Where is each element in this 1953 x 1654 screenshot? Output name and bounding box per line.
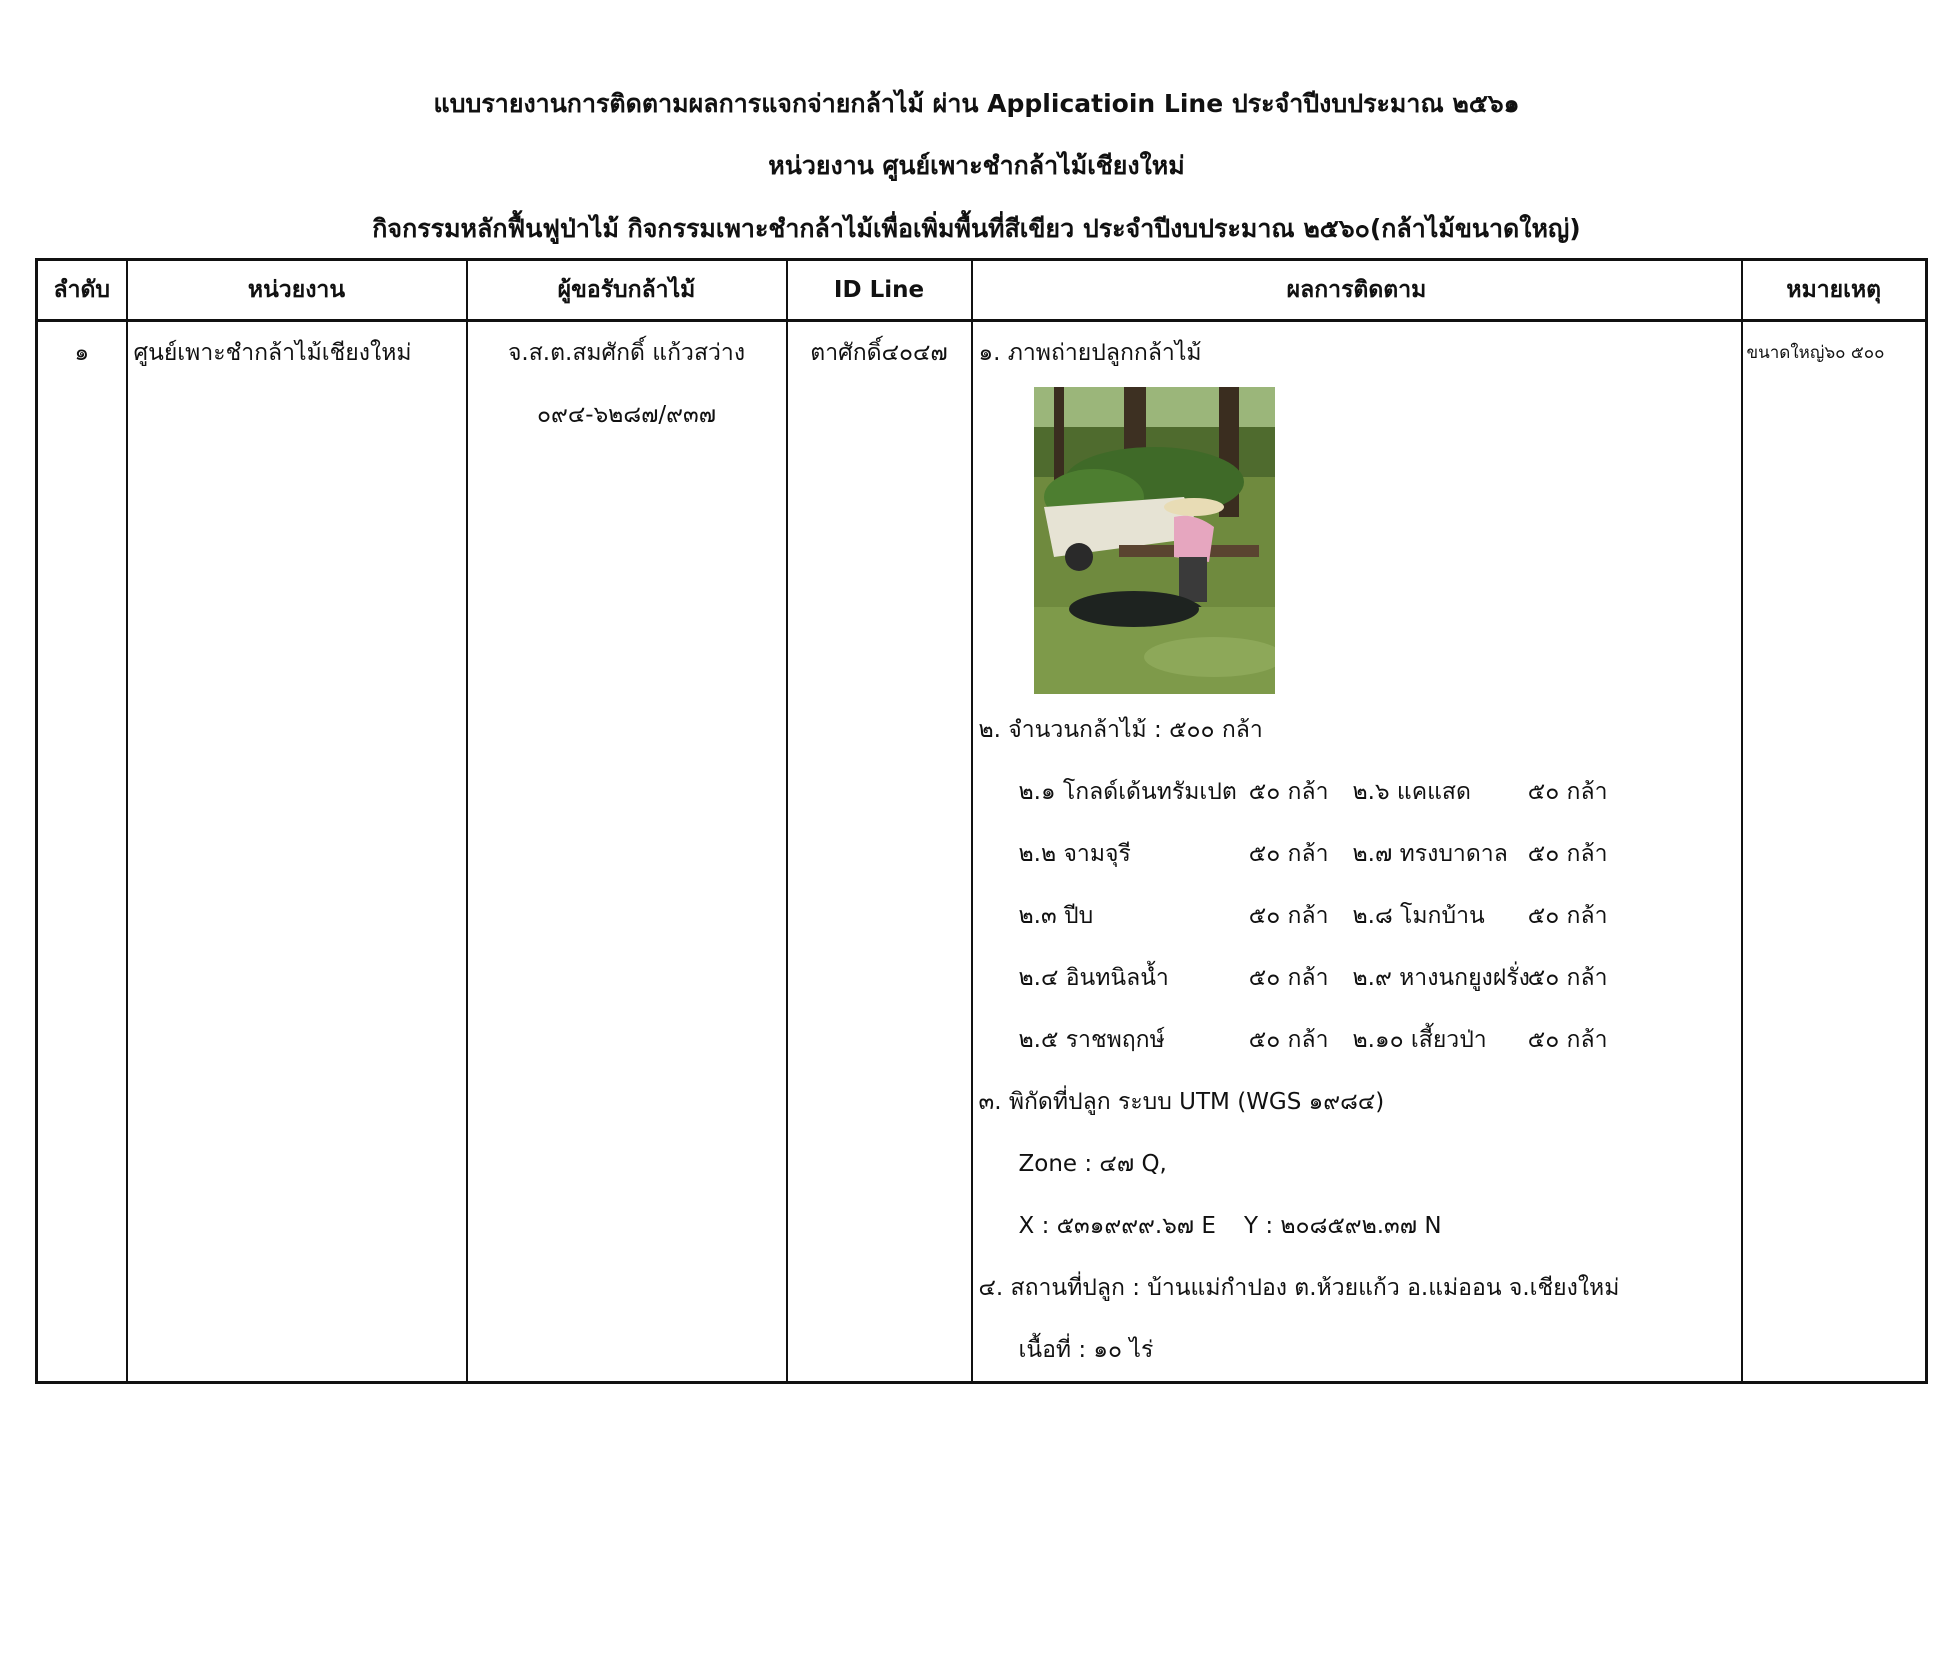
species-name: ๒.๙ หางนกยูงฝรั่ง <box>1352 965 1530 991</box>
receiver-name: จ.ส.ต.สมศักดิ์ แก้วสว่าง <box>507 340 746 366</box>
table-header-row <box>37 260 1927 321</box>
species-name: ๒.๓ ปีบ <box>1018 903 1094 929</box>
receiver-phone: ๐๙๔-๖๒๘๗/๙๓๗ <box>536 402 716 428</box>
cell-id-line: ตาศักดิ์๔๐๔๗ <box>787 321 972 1383</box>
species-qty: ๕๐ กล้า <box>1527 903 1608 929</box>
column-header-note: หมายเหตุ <box>1742 260 1927 321</box>
planting-area: เนื้อที่ : ๑๐ ไร่ <box>1018 1337 1154 1363</box>
cell-result <box>972 321 1742 1383</box>
species-qty: ๕๐ กล้า <box>1248 779 1329 805</box>
species-qty: ๕๐ กล้า <box>1248 903 1329 929</box>
species-name: ๒.๗ ทรงบาดาล <box>1352 841 1508 867</box>
result-item-photo: ๑. ภาพถ่ายปลูกกล้าไม้ <box>978 340 1202 366</box>
species-name: ๒.๕ ราชพฤกษ์ <box>1018 1027 1165 1053</box>
species-row <box>979 885 1741 947</box>
species-name: ๒.๑๐ เสี้ยวป่า <box>1352 1027 1487 1053</box>
species-name: ๒.๑ โกลด์เด้นทรัมเปต <box>1018 779 1237 805</box>
species-qty: ๕๐ กล้า <box>1248 1027 1329 1053</box>
result-item-location: ๔. สถานที่ปลูก : บ้านแม่กำปอง ต.ห้วยแก้ว อ.แม่ออน จ.เชียงใหม่ <box>978 1275 1620 1301</box>
column-header-receiver: ผู้ขอรับกล้าไม้ <box>467 260 787 321</box>
species-row <box>979 823 1741 885</box>
species-qty: ๕๐ กล้า <box>1248 841 1329 867</box>
species-name: ๒.๖ แคแสด <box>1352 779 1471 805</box>
cell-note: ขนาดใหญ่๖๐ ๕๐๐ <box>1742 321 1927 1383</box>
species-name: ๒.๘ โมกบ้าน <box>1352 903 1485 929</box>
agency-title: หน่วยงาน ศูนย์เพาะชำกล้าไม้เชียงใหม่ <box>768 151 1185 180</box>
species-name: ๒.๔ อินทนิลน้ำ <box>1018 965 1169 991</box>
column-header-id-line: ID Line <box>787 260 972 321</box>
planting-photo <box>1034 387 1275 694</box>
utm-zone: Zone : ๔๗ Q, <box>1018 1151 1167 1177</box>
column-header-unit: หน่วยงาน <box>127 260 467 321</box>
species-qty: ๕๐ กล้า <box>1527 779 1608 805</box>
utm-coordinates <box>979 1195 1741 1257</box>
species-row <box>979 1009 1741 1071</box>
species-qty: ๕๐ กล้า <box>1527 841 1608 867</box>
species-row <box>979 761 1741 823</box>
species-qty: ๕๐ กล้า <box>1527 965 1608 991</box>
report-title: แบบรายงานการติดตามผลการแจกจ่ายกล้าไม้ ผ่าน Applicatioin Line ประจำปีงบประมาณ ๒๕๖๑ <box>433 89 1520 118</box>
cell-no: ๑ <box>37 321 127 1383</box>
report-table <box>35 258 1928 1384</box>
species-row <box>979 947 1741 1009</box>
utm-x: X : ๕๓๑๙๙๙.๖๗ E <box>1018 1213 1216 1239</box>
species-qty: ๕๐ กล้า <box>1527 1027 1608 1053</box>
activity-title: กิจกรรมหลักฟื้นฟูป่าไม้ กิจกรรมเพาะชำกล้าไม้เพื่อเพิ่มพื้นที่สีเขียว ประจำปีงบประมาณ ๒๕๖๐(กล้าไม้ขนาดใหญ่) <box>372 214 1581 243</box>
column-header-result: ผลการติดตาม <box>972 260 1742 321</box>
species-name: ๒.๒ จามจุรี <box>1018 841 1131 867</box>
result-item-count: ๒. จำนวนกล้าไม้ : ๕๐๐ กล้า <box>978 717 1263 743</box>
table-row <box>37 321 1927 1383</box>
species-qty: ๕๐ กล้า <box>1248 965 1329 991</box>
result-item-coordinates: ๓. พิกัดที่ปลูก ระบบ UTM (WGS ๑๙๘๔) <box>978 1089 1385 1115</box>
utm-y: Y : ๒๐๘๕๙๒.๓๗ N <box>1243 1213 1442 1239</box>
column-header-no: ลำดับ <box>37 260 127 321</box>
cell-receiver <box>467 321 787 1383</box>
cell-unit: ศูนย์เพาะชำกล้าไม้เชียงใหม่ <box>127 321 467 1383</box>
